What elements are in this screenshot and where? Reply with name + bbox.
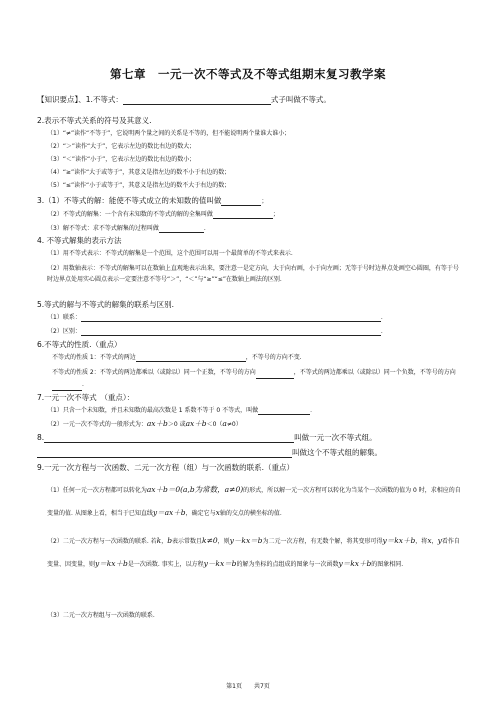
section-5-head: 5.等式的解与不等式的解集的联系与区别. [37,300,175,309]
section-9-paragraph-3: （3）二元一次方程组与一次函数的联系. [47,612,155,619]
paragraph: （1）用不等式表示：不等式的解集是一个范围，这个范围可以用一个最简单的不等式来表示. [47,250,293,257]
fill-blank [136,354,246,362]
section-5-line-2: （2）区别： . [47,328,383,335]
list-item: （4）“≥”读作“大于或等于”，其意义是指左边的数不小于右边的数； [47,169,231,176]
section-8-line-2: 叫做这个不等式组的解集。 [37,448,461,458]
fill-blank [44,435,294,443]
section-8-line-1: 8. 叫做一元一次不等式组。 [37,433,377,442]
fill-blank [52,383,82,391]
section-7-line-1: （1）只含一个未知数，并且未知数的最高次数是 1 系数不等于 0 不等式，叫做 ． [47,407,317,414]
section-5-line-1: （1）联系： . [47,314,383,321]
property-1: 不等式的性质 1：不等式的两边 ，不等号的方向不变. [52,354,302,361]
fill-blank [123,97,271,105]
section-6-head: 6.不等式的性质.（重点） [37,340,122,349]
fill-blank [81,328,381,336]
section-1-head: 【知识要点】、1.不等式： [37,95,123,104]
section-7-head: 7.一元一次不等式 （重点）： [37,393,135,402]
fill-blank [213,211,273,219]
section-3-line-3: （3）解不等式：求不等式解集的过程叫做 . [47,225,206,232]
property-2: 不等式的性质 2：不等式的两边都乘以（或除以）同一个正数，不等号的方向 ，不等式的两边都乘以（或除以）同一个负数，不等号的方向. [52,367,460,391]
fill-blank [258,407,310,415]
section-1-tail: 式子叫做不等式。 [270,95,331,104]
section-3-line-2: （2）不等式的解集：一个含有未知数的不等式的解的全集叫做 ； [47,211,279,218]
section-9-head: 9.一元一次方程与一次函数、二元一次方程（组）与一次函数的联系.（重点） [37,463,295,472]
section-9-paragraph-1: （1）任何一元一次方程都可以转化为ax＋b＝0(a,b为常数，a≠0)的形式，所以解一元一次方程可以转化为当某个一次函数的值为 0 时，求相应的自变量的值. 从图象上看，相当于已知直线y＝ax＋b，确定它与x轴的交点的横坐标的值. [47,485,461,517]
paragraph: （2）用数轴表示：不等式的解集可以在数轴上直观地表示出来，要注意一是定方向，大于向右画，小于向左画；无等于号时边界点处画空心圆圈，有等于号时边界点处用实心圆点表示一定要注意不等号“＞”，“＜”与“≥”“≤”在数轴上画法的区别. [47,265,459,283]
section-2-head: 2.表示不等式关系的符号及其意义. [37,116,152,125]
section-1 [37,95,461,105]
fill-blank [221,198,261,206]
section-4-head: 4. 不等式解集的表示方法 [37,236,122,245]
section-3-line-1: 3.（1）不等式的解：能使不等式成立的未知数的值叫做 ； [37,196,268,205]
list-item: （3）“＜”读作“小于”，它表示左边的数比右边的数小； [47,156,196,163]
list-item: （1）“≠”读作“不等于”，它说明两个量之间的关系是不等的，但不能说明两个量谁大谁小； [47,130,291,137]
fill-blank [159,225,204,233]
fill-blank [256,371,294,379]
section-9-paragraph-2: （2）二元一次方程与一次函数的联系. 若k，b表示常数且k≠0，则y－kx＝b为二元一次方程，有无数个解，将其变形可得y＝kx＋b，将x，y看作自变量、因变量，则y＝kx＋b是一次函数. 事实上，以方程y－kx＝b的解为坐标的点组成的图象与一次函数y＝kx＋b的图象相同. [47,536,460,568]
page-footer: 第1页 共7页 [226,683,270,690]
list-item: （5）“≤”读作“小于或等于”，其意义是指左边的数不大于右边的数； [47,182,231,189]
list-item: （2）“＞”读作“大于”，它表示左边的数比右边的数大； [47,143,196,150]
page-title: 第七章 一元一次不等式及不等式组期末复习教学案 [110,67,386,81]
fill-blank [37,450,292,458]
fill-blank [81,314,381,322]
section-7-line-2: （2）一元一次不等式的一般形式为：ax＋b＞0 或ax＋b＜0（a≠0） [47,419,242,428]
